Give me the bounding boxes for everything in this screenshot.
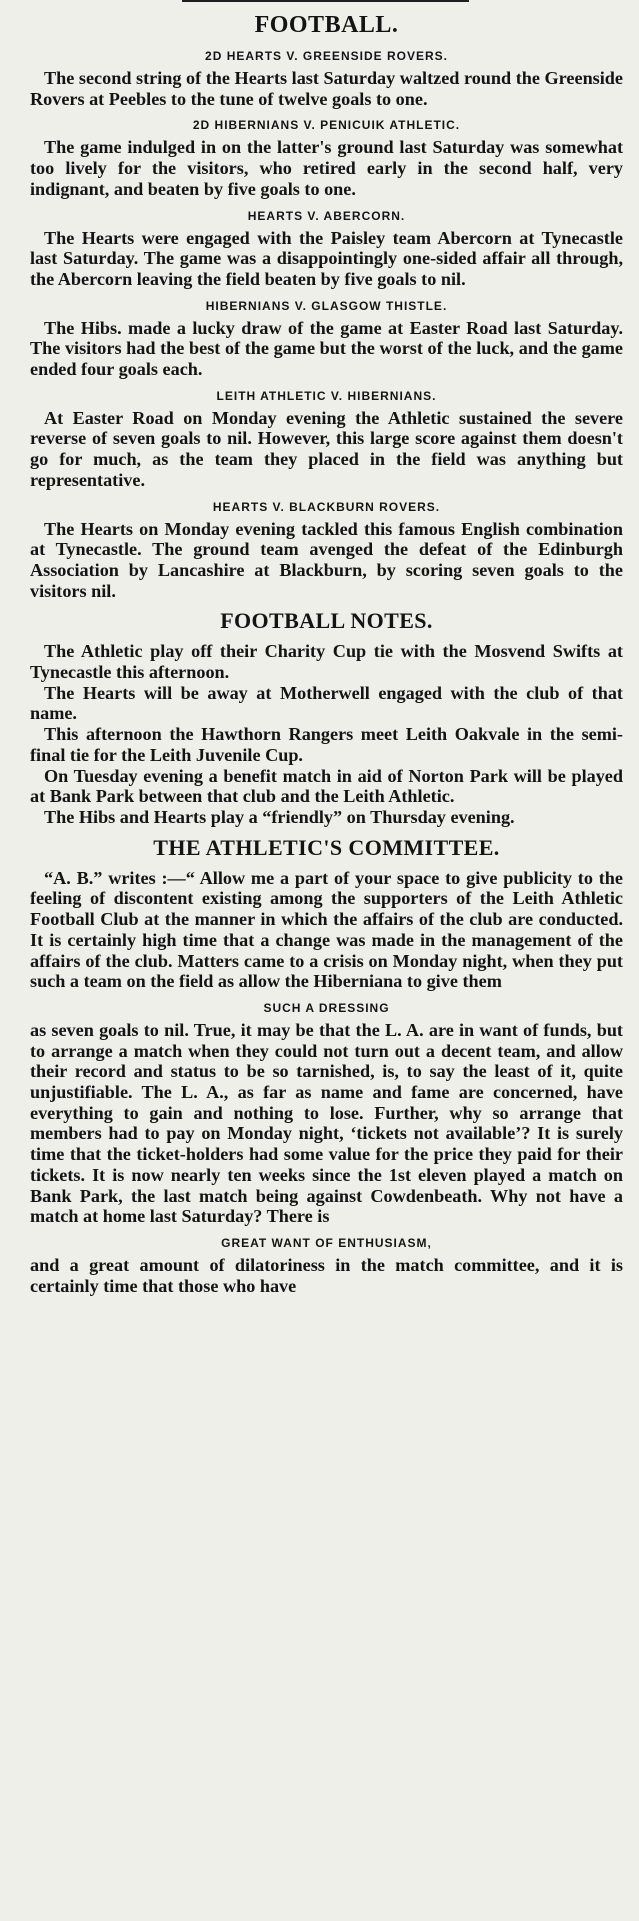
match-heading: HEARTS V. BLACKBURN ROVERS. xyxy=(212,499,441,514)
main-heading: FOOTBALL. xyxy=(254,12,399,38)
committee-heading: THE ATHLETIC'S COMMITTEE. xyxy=(153,834,500,860)
match-body: The game indulged in on the latter's ground last Saturday was somewhat too lively for the visitors, who retired early in the second half, very indignant, and beaten by five goals to one. xyxy=(30,137,623,199)
match-report xyxy=(30,298,623,380)
note-item: The Hearts will be away at Motherwell engaged with the club of that name. xyxy=(30,682,623,724)
match-body: The Hibs. made a lucky draw of the game at Easter Road last Saturday. The visitors had the best of the game but the worst of the luck, and the game ended four goals each. xyxy=(30,317,623,380)
note-item: The Athletic play off their Charity Cup tie with the Mosvend Swifts at Tynecastle this afternoon. xyxy=(30,641,623,683)
letter-paragraph: and a great amount of dilatoriness in the match committee, and it is certainly time that those who have xyxy=(30,1254,623,1296)
note-item: This afternoon the Hawthorn Rangers meet Leith Oakvale in the semi-final tie for the Leith Juvenile Cup. xyxy=(30,724,623,765)
match-body: The second string of the Hearts last Saturday waltzed round the Greenside Rovers at Peebles to the tune of twelve goals to one. xyxy=(30,68,623,109)
match-heading: HIBERNIANS V. GLASGOW THISTLE. xyxy=(205,298,448,313)
note-item: On Tuesday evening a benefit match in aid of Norton Park will be played at Bank Park between that club and the Leith Athletic. xyxy=(30,765,623,807)
match-body: The Hearts were engaged with the Paisley team Abercorn at Tynecastle last Saturday. The game was a disappointingly one-sided affair all through, the Abercorn leaving the field beaten by five goals to nil. xyxy=(30,227,623,289)
match-body: The Hearts on Monday evening tackled this famous English combination at Tynecastle. The ground team avenged the defeat of the Edinburgh Association by Lancashire at Blackburn, by scoring seven goals to the visitors nil. xyxy=(30,518,623,601)
match-heading: LEITH ATHLETIC V. HIBERNIANS. xyxy=(216,388,437,403)
letter-paragraph: as seven goals to nil. True, it may be that the L. A. are in want of funds, but to arrange a match when they could not turn out a decent team, and allow their record and status to be so tarnished, is, to say the least of it, quite unjustifiable. The L. A., as far as name and fame are concerned, have everything to gain and nothing to lose. Further, why so arrange that members had to pay on Monday night, ‘tickets not available’? It is surely time that the ticket-holders had some value for the price they paid for their tickets. It is now nearly ten weeks since the 1st eleven played a match on Bank Park, the last match being against Cowdenbeath. Why not have a match at home last Saturday? There is xyxy=(30,1019,623,1227)
letter-paragraph: “A. B.” writes :—“ Allow me a part of your space to give publicity to the feeling of discontent existing among the supporters of the Leith Athletic Football Club at the manner in which the affairs of the club are conducted. It is certainly high time that a change was made in the management of the affairs of the club. Matters came to a crisis on Monday night, when they put such a team on the field as allow the Hiberniana to give them xyxy=(30,867,623,992)
letter-subheading: GREAT WANT OF ENTHUSIASM, xyxy=(221,1235,432,1250)
letter-subheading: SUCH A DRESSING xyxy=(263,1000,390,1015)
match-heading: 2D HIBERNIANS V. PENICUIK ATHLETIC. xyxy=(192,118,461,133)
match-report xyxy=(30,208,623,290)
match-report xyxy=(30,388,623,491)
match-report xyxy=(30,499,623,602)
note-item: The Hibs and Hearts play a “friendly” on Thursday evening. xyxy=(44,806,515,827)
match-report xyxy=(30,117,623,199)
notes-heading: FOOTBALL NOTES. xyxy=(220,608,433,634)
match-body: At Easter Road on Monday evening the Athletic sustained the severe reverse of seven goals to nil. However, this large score against them doesn't go for much, as the team they placed in the field was anything but representative. xyxy=(30,407,623,490)
match-heading: 2D HEARTS V. GREENSIDE ROVERS. xyxy=(205,49,448,63)
match-heading: HEARTS V. ABERCORN. xyxy=(247,208,406,223)
match-report xyxy=(30,48,623,109)
article-column xyxy=(30,2,623,1296)
